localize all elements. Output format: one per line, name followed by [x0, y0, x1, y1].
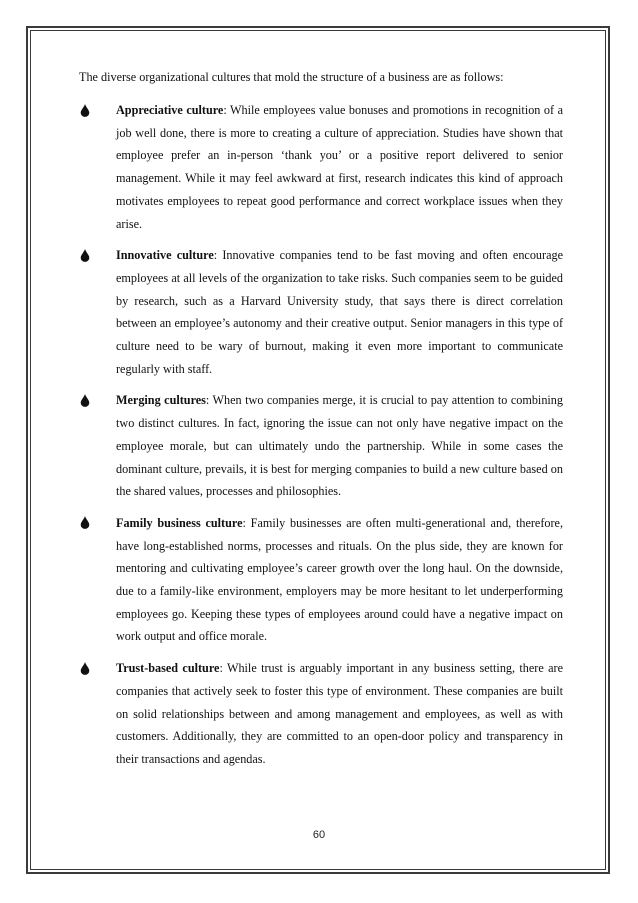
- list-item-merging: [79, 389, 563, 503]
- item-term: Merging cultures: [116, 393, 206, 408]
- item-text: : When two companies merge, it is crucial to pay attention to combining two distinct cultures. In fact, ignoring the issue can not only have negative impact on the employee morale, but can ultimately undo the partnership. While in some cases the dominant culture, prevails, it is best for merging companies to build a new culture based on the shared values, processes and philosophies.: [116, 393, 563, 499]
- item-term: Family business culture: [116, 515, 243, 530]
- list-item-family-business: [79, 512, 563, 648]
- drop-bullet-icon: [78, 99, 92, 121]
- item-text: : Innovative companies tend to be fast moving and often encourage employees at all levels of the organization to take risks. Such companies seem to be guided by research, such as a Harvard University study, that says there is direct correlation between an employee’s autonomy and their creative output. Senior managers in this type of culture need to be wary of burnout, making it even more important to communicate regularly with staff.: [116, 248, 563, 376]
- item-text: : While trust is arguably important in any business setting, there are companies that actively seek to foster this type of environment. These companies are built on solid relationships between and among management and employees, as well as with customers. Additionally, they are committed to an open-door policy and transparency in their transactions and agendas.: [116, 661, 563, 766]
- drop-bullet-icon: [78, 244, 92, 266]
- page-content: [79, 66, 563, 780]
- list-item-trust-based: [79, 657, 563, 771]
- list-item-appreciative: [79, 99, 563, 235]
- drop-bullet-icon: [78, 512, 92, 534]
- drop-bullet-icon: [78, 657, 92, 679]
- item-text: : While employees value bonuses and promotions in recognition of a job well done, there is more to creating a culture of appreciation. Studies have shown that employee prefer an in-person ‘thank you’ or a positive report delivered to senior management. While it may feel awkward at first, research indicates this kind of approach motivates employees to repeat good performance and correct workplace issues when they arise.: [116, 103, 564, 231]
- item-term: Trust-based culture: [116, 661, 220, 676]
- item-term: Innovative culture: [116, 248, 214, 263]
- item-text: : Family businesses are often multi-generational and, therefore, have long-established norms, processes and rituals. On the plus side, they are known for mentoring and cultivating employee’s career growth over the long haul. On the downside, due to a family-like environment, employers may be more hesitant to let underperforming employees go. Keeping these types of employees around could have a negative impact on work output and office morale.: [116, 515, 563, 644]
- intro-paragraph: The diverse organizational cultures that mold the structure of a business are as follows:: [79, 70, 504, 84]
- item-term: Appreciative culture: [116, 103, 224, 117]
- page-number: 60: [312, 829, 326, 841]
- list-item-innovative: [79, 244, 563, 380]
- drop-bullet-icon: [78, 389, 92, 411]
